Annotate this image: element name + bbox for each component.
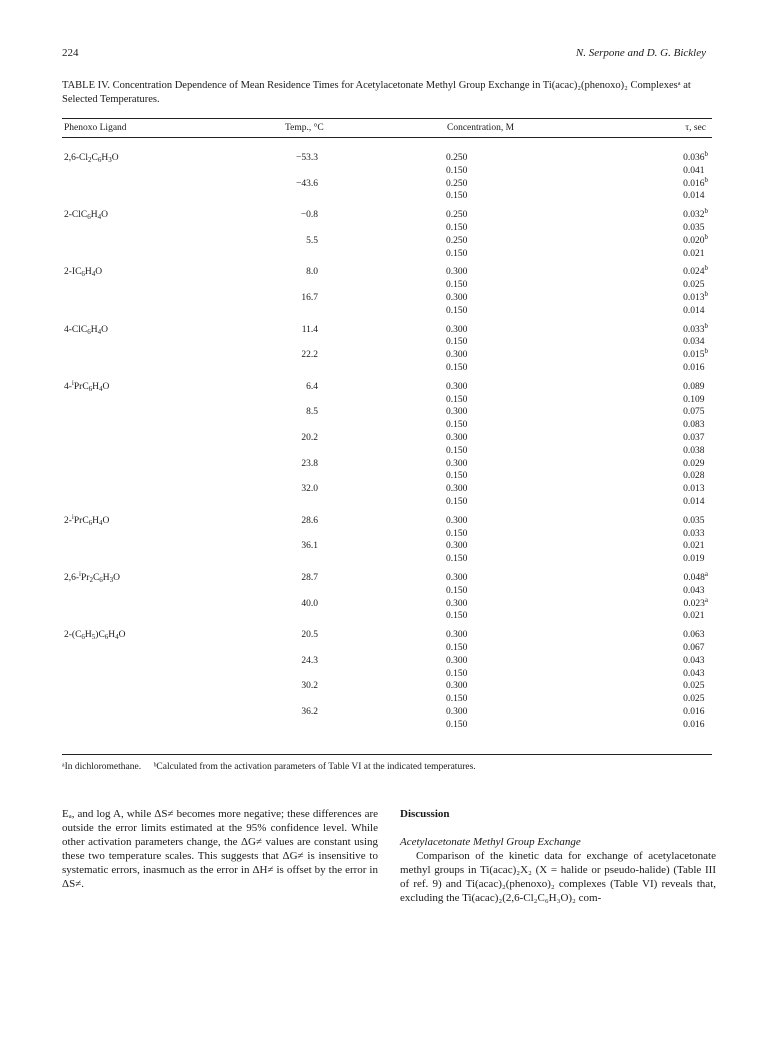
cell-temp: 28.7 [301, 573, 318, 583]
cell-tau-value: 0.075 [683, 407, 705, 418]
table-footnotes [62, 762, 486, 772]
cell-tau-value: 0.037 [683, 433, 705, 443]
cell-tau [683, 668, 708, 680]
cell-temp: 8.0 [306, 267, 318, 278]
footnote-b: ᵇCalculated from the activation parameters of Table VI at the indicated temperatures. [153, 762, 476, 772]
cell-concentration: 0.300 [446, 267, 468, 278]
cell-tau [683, 266, 708, 278]
cell-concentration: 0.150 [446, 528, 468, 539]
footnote-marker: b [704, 175, 708, 184]
footnote-marker: b [704, 290, 708, 298]
cell-ligand: $2,6-^iPr_2C_6H_3O$ [64, 570, 121, 584]
footnote-marker: b [704, 321, 708, 330]
cell-concentration: 0.150 [446, 611, 468, 622]
table-row [0, 655, 768, 667]
cell-concentration: 0.150 [446, 471, 468, 482]
cell-tau [683, 540, 708, 552]
table-row [0, 595, 768, 610]
table-header-rule [62, 137, 712, 138]
cell-tau [683, 629, 708, 641]
table-header-ligand: Phenoxo Ligand [64, 123, 127, 133]
table-row [0, 209, 768, 221]
cell-temp: 11.4 [301, 324, 318, 335]
footnote-marker: a [704, 595, 708, 604]
right-paragraph: Comparison of the kinetic data for exchange of acetylacetonate methyl groups in Ti(acac)₂X₂ (X = halide or pseudo-halide) (Table III of ref. 9) and Ti(acac)₂(phenoxo)₂ complexes (Table VI) reveals that, excluding the Ti(acac)₂(2,6-Cl₂C₆H₃O)₂ com- [400, 850, 716, 904]
cell-tau-value: 0.025 [683, 280, 705, 291]
cell-concentration: 0.300 [446, 324, 468, 335]
cell-tau-value: 0.014 [683, 305, 705, 316]
table-caption [62, 79, 712, 107]
section-heading: Discussion [400, 808, 450, 820]
cell-temp: 32.0 [301, 484, 318, 495]
cell-concentration: 0.150 [446, 694, 468, 705]
table-row [0, 266, 768, 278]
footnote-marker: a [704, 570, 708, 578]
cell-temp: 20.5 [301, 630, 318, 641]
table-row [0, 483, 768, 495]
cell-concentration: 0.150 [446, 420, 468, 431]
cell-tau [683, 610, 708, 622]
cell-tau-value: 0.032 [683, 210, 705, 221]
cell-temp: 30.2 [301, 681, 318, 692]
cell-temp: 5.5 [306, 235, 318, 246]
table-row [0, 419, 768, 431]
cell-ligand: $2-ClC_6H_4O$ [64, 210, 108, 222]
cell-concentration: 0.300 [446, 515, 468, 526]
cell-tau-value: 0.043 [683, 655, 705, 666]
cell-tau [683, 362, 708, 374]
right-column [400, 807, 716, 905]
cell-tau-value: 0.035 [683, 515, 705, 526]
footnote-marker: b [704, 347, 708, 356]
cell-temp: −0.8 [300, 210, 318, 221]
cell-tau-value: 0.038 [683, 445, 705, 456]
cell-temp: −43.6 [296, 178, 318, 189]
table-row [0, 349, 768, 361]
cell-tau-value: 0.016 [683, 719, 705, 730]
cell-tau-value: 0.016 [683, 363, 705, 373]
cell-tau [683, 483, 708, 495]
table-row [0, 680, 768, 692]
cell-concentration: 0.150 [446, 394, 468, 405]
cell-tau-value: 0.063 [683, 630, 705, 641]
cell-concentration: 0.150 [446, 363, 468, 373]
table-row [0, 512, 768, 527]
cell-concentration: 0.300 [446, 350, 468, 361]
table-bottom-rule [62, 754, 712, 755]
subsection-heading: Acetylacetonate Methyl Group Exchange [400, 836, 581, 848]
cell-tau [683, 515, 708, 527]
cell-concentration: 0.300 [446, 630, 468, 641]
table-row [0, 458, 768, 470]
cell-tau [683, 642, 708, 654]
table-row [0, 585, 768, 597]
cell-concentration: 0.150 [446, 643, 468, 653]
cell-temp: 22.2 [301, 350, 318, 361]
cell-temp: −53.3 [296, 153, 318, 163]
cell-concentration: 0.300 [446, 655, 468, 666]
cell-tau [683, 406, 708, 418]
cell-concentration: 0.300 [446, 707, 468, 717]
table-header-tau: τ, sec [685, 123, 706, 133]
table-row [0, 406, 768, 418]
cell-tau [683, 321, 708, 336]
cell-temp: 23.8 [301, 458, 318, 469]
cell-tau [683, 232, 708, 247]
cell-temp: 8.5 [306, 407, 318, 418]
table-caption-label: TABLE IV. [62, 80, 110, 91]
left-column [62, 807, 378, 891]
table-row [0, 305, 768, 317]
table-row [0, 190, 768, 202]
cell-ligand: $2,6-Cl_2C_6H_3O$ [64, 153, 119, 164]
cell-tau-value: 0.048 [683, 573, 705, 583]
cell-temp: 6.4 [306, 381, 318, 392]
cell-ligand: $2-(C_6H_5)C_6H_4O$ [64, 630, 126, 642]
cell-concentration: 0.150 [446, 165, 468, 176]
cell-concentration: 0.150 [446, 554, 468, 565]
table-row [0, 668, 768, 680]
cell-tau-value: 0.089 [683, 381, 705, 392]
cell-ligand: $4-^iPrC_6H_4O$ [64, 378, 110, 393]
cell-temp: 36.2 [301, 707, 318, 717]
table-row [0, 432, 768, 444]
table-row [0, 445, 768, 457]
cell-temp: 20.2 [301, 433, 318, 443]
cell-tau [683, 305, 708, 317]
cell-tau-value: 0.024 [683, 267, 705, 278]
cell-concentration: 0.250 [446, 178, 468, 189]
table-row [0, 470, 768, 482]
cell-tau-value: 0.035 [683, 223, 705, 233]
cell-tau-value: 0.021 [683, 541, 705, 552]
cell-tau [683, 458, 708, 470]
cell-concentration: 0.150 [446, 668, 468, 679]
cell-tau [683, 190, 708, 202]
table-row [0, 693, 768, 705]
cell-tau-value: 0.036 [683, 153, 705, 163]
table-row [0, 572, 768, 584]
table-row [0, 362, 768, 374]
cell-concentration: 0.300 [446, 407, 468, 418]
cell-temp: 36.1 [301, 541, 318, 552]
cell-temp: 16.7 [301, 293, 318, 303]
footnote-a: ᵃIn dichloromethane. [62, 762, 142, 772]
cell-concentration: 0.300 [446, 573, 468, 583]
table-top-rule [62, 118, 712, 119]
cell-tau-value: 0.023 [683, 598, 705, 609]
cell-tau [683, 419, 708, 431]
cell-tau [683, 152, 708, 164]
table-row [0, 279, 768, 291]
table-row [0, 336, 768, 348]
page-number: 224 [62, 47, 79, 59]
cell-concentration: 0.150 [446, 497, 468, 507]
cell-tau [683, 719, 708, 731]
table-row [0, 248, 768, 260]
cell-tau [683, 496, 708, 508]
cell-tau-value: 0.013 [683, 293, 705, 303]
table-row [0, 152, 768, 164]
cell-tau-value: 0.015 [683, 350, 705, 361]
cell-tau [683, 445, 708, 457]
cell-tau [683, 553, 708, 565]
cell-tau [683, 680, 708, 692]
cell-temp: 24.3 [301, 655, 318, 666]
cell-tau [683, 693, 708, 705]
table-row [0, 321, 768, 336]
cell-concentration: 0.150 [446, 585, 468, 596]
table-row [0, 719, 768, 731]
table-row [0, 642, 768, 654]
cell-tau [683, 706, 708, 718]
cell-concentration: 0.150 [446, 280, 468, 291]
cell-tau-value: 0.043 [683, 585, 705, 596]
table-row [0, 706, 768, 718]
cell-ligand: $2-IC_6H_4O$ [64, 267, 103, 279]
cell-ligand: $2-^iPrC_6H_4O$ [64, 512, 110, 527]
cell-ligand: $4-ClC_6H_4O$ [64, 324, 108, 336]
cell-tau-value: 0.016 [683, 707, 705, 717]
cell-tau [683, 175, 708, 190]
cell-tau-value: 0.043 [683, 668, 705, 679]
table-row [0, 553, 768, 565]
table-caption-text: Concentration Dependence of Mean Residence Times for Acetylacetonate Methyl Group Exchange in Ti(acac)₂(phenoxo)₂ Complexesᵃ at Selected Temperatures. [62, 80, 691, 105]
cell-concentration: 0.150 [446, 223, 468, 233]
cell-tau [683, 209, 708, 221]
cell-tau [683, 349, 708, 361]
left-paragraph: Eₐ, and log A, while ΔS≠ becomes more negative; these differences are outside the error limits estimated at the 95% confidence level. While other activation parameters change, the ΔG≠ values are constant using these two temperature scales. This suggests that ΔG≠ is insensitive to systematic errors, inasmuch as the error in ΔH≠ is offset by the error in ΔS≠. [62, 808, 378, 890]
cell-tau-value: 0.021 [683, 248, 705, 259]
cell-tau-value: 0.019 [683, 554, 705, 565]
table-row [0, 292, 768, 304]
footnote-marker: b [704, 232, 708, 241]
cell-concentration: 0.150 [446, 191, 468, 202]
cell-temp: 40.0 [301, 598, 318, 609]
cell-concentration: 0.300 [446, 681, 468, 692]
cell-tau-value: 0.041 [683, 165, 705, 176]
table-row [0, 378, 768, 393]
cell-concentration: 0.300 [446, 484, 468, 495]
table-row [0, 394, 768, 406]
table-row [0, 222, 768, 234]
cell-tau [683, 248, 708, 260]
cell-concentration: 0.150 [446, 445, 468, 456]
table-row [0, 496, 768, 508]
footnote-marker: b [704, 264, 708, 273]
table-row [0, 528, 768, 540]
cell-tau-value: 0.020 [683, 235, 705, 246]
table-row [0, 232, 768, 247]
cell-tau [683, 595, 708, 610]
table-header-conc: Concentration, M [447, 123, 515, 133]
cell-tau-value: 0.109 [683, 394, 705, 405]
footnote-marker: b [704, 207, 708, 216]
footnote-marker: b [704, 150, 708, 158]
cell-tau-value: 0.028 [683, 471, 705, 482]
cell-concentration: 0.300 [446, 458, 468, 469]
cell-concentration: 0.250 [446, 235, 468, 246]
cell-tau [683, 394, 708, 406]
cell-tau [683, 528, 708, 540]
table-row [0, 629, 768, 641]
cell-concentration: 0.150 [446, 305, 468, 316]
cell-temp: 28.6 [301, 515, 318, 526]
cell-concentration: 0.250 [446, 153, 468, 163]
table-header-temp: Temp., °C [285, 123, 324, 133]
running-head: N. Serpone and D. G. Bickley [575, 47, 706, 59]
cell-tau-value: 0.016 [683, 178, 705, 189]
cell-tau [683, 655, 708, 667]
table-row [0, 540, 768, 552]
table-row [0, 175, 768, 190]
cell-concentration: 0.300 [446, 433, 468, 443]
table-row [0, 610, 768, 622]
cell-concentration: 0.300 [446, 598, 468, 609]
cell-concentration: 0.300 [446, 381, 468, 392]
cell-tau-value: 0.034 [683, 337, 705, 348]
cell-tau-value: 0.083 [683, 420, 705, 431]
cell-concentration: 0.250 [446, 210, 468, 221]
cell-tau-value: 0.025 [683, 681, 705, 692]
cell-tau-value: 0.033 [683, 528, 705, 539]
cell-tau-value: 0.013 [683, 484, 705, 495]
cell-tau-value: 0.029 [683, 458, 705, 469]
cell-tau-value: 0.021 [683, 611, 705, 622]
cell-tau [683, 432, 708, 444]
cell-tau-value: 0.067 [683, 643, 705, 653]
cell-concentration: 0.300 [446, 541, 468, 552]
cell-concentration: 0.150 [446, 719, 468, 730]
cell-tau-value: 0.033 [683, 324, 705, 335]
cell-tau [683, 381, 708, 393]
cell-tau-value: 0.014 [683, 497, 705, 507]
cell-tau [683, 292, 708, 304]
cell-tau-value: 0.025 [683, 694, 705, 705]
cell-concentration: 0.150 [446, 337, 468, 348]
table-row [0, 165, 768, 177]
cell-tau-value: 0.014 [683, 191, 705, 202]
cell-tau [684, 572, 708, 584]
cell-concentration: 0.150 [446, 248, 468, 259]
cell-concentration: 0.300 [446, 293, 468, 303]
cell-tau [683, 470, 708, 482]
